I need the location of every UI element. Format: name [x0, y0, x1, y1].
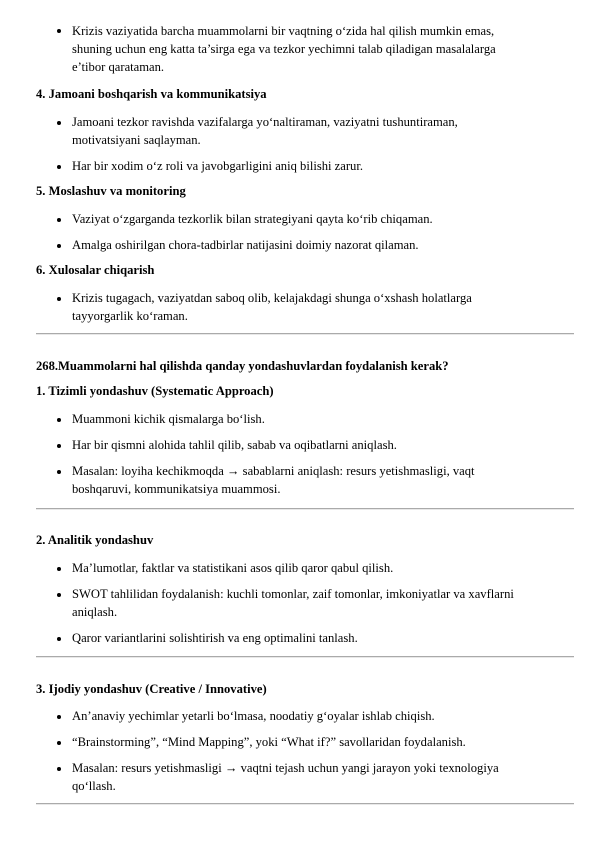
bullet-text: “Brainstorming”, “Mind Mapping”, yoki “What if?” savollaridan foydalanish. — [72, 735, 466, 749]
section-heading: 6. Xulosalar chiqarish — [36, 263, 155, 277]
bullet-icon — [57, 715, 61, 719]
section-heading: 2. Analitik yondashuv — [36, 533, 154, 547]
bullet-icon — [57, 244, 61, 248]
section-heading: 1. Tizimli yondashuv (Systematic Approach) — [36, 384, 274, 398]
bullet-icon — [57, 444, 61, 448]
bullet-text: shuning uchun eng katta ta’sirga ega va tezkor yechimni talab qiladigan masalalarga — [72, 42, 496, 56]
divider — [36, 656, 574, 658]
bullet-text: Har bir qismni alohida tahlil qilib, sabab va oqibatlarni aniqlash. — [72, 438, 397, 452]
bullet-text: Ma’lumotlar, faktlar va statistikani asos qilib qaror qabul qilish. — [72, 561, 394, 575]
divider — [36, 333, 574, 335]
divider — [36, 803, 574, 805]
bullet-icon — [57, 470, 61, 474]
bullet-text: Krizis vaziyatida barcha muammolarni bir vaqtning o‘zida hal qilish mumkin emas, — [72, 24, 495, 38]
bullet-text: Krizis tugagach, vaziyatdan saboq olib, kelajakdagi shunga o‘xshash holatlarga — [72, 291, 472, 305]
bullet-text: Masalan: loyiha kechikmoqda → sabablarni aniqlash: resurs yetishmasligi, vaqt — [72, 464, 475, 478]
bullet-text: Muammoni kichik qismalarga bo‘lish. — [72, 412, 265, 426]
bullet-icon — [57, 121, 61, 125]
bullet-text: aniqlash. — [72, 605, 118, 619]
bullet-icon — [57, 165, 61, 169]
bullet-icon — [57, 567, 61, 571]
bullet-icon — [57, 593, 61, 597]
section-heading: 4. Jamoani boshqarish va kommunikatsiya — [36, 87, 267, 101]
section-heading: 3. Ijodiy yondashuv (Creative / Innovative) — [36, 682, 267, 696]
bullet-icon — [57, 767, 61, 771]
bullet-text: e’tibor qarataman. — [72, 60, 165, 74]
bullet-text: tayyorgarlik ko‘raman. — [72, 309, 188, 323]
bullet-text: SWOT tahlilidan foydalanish: kuchli tomonlar, zaif tomonlar, imkoniyatlar va xavflarni — [72, 587, 514, 601]
bullet-text: boshqaruvi, kommunikatsiya muammosi. — [72, 482, 281, 496]
bullet-text: Vaziyat o‘zgarganda tezkorlik bilan strategiyani qayta ko‘rib chiqaman. — [72, 212, 433, 226]
bullet-icon — [57, 29, 61, 33]
question-heading: 268.Muammolarni hal qilishda qanday yondashuvlardan foydalanish kerak? — [36, 359, 449, 373]
bullet-icon — [57, 218, 61, 222]
bullet-text: qo‘llash. — [72, 779, 116, 793]
bullet-text: Amalga oshirilgan chora-tadbirlar natijasini doimiy nazorat qilaman. — [72, 238, 419, 252]
section-heading: 5. Moslashuv va monitoring — [36, 184, 186, 198]
divider — [36, 508, 574, 510]
bullet-text: Masalan: resurs yetishmasligi → vaqtni tejash uchun yangi jarayon yoki texnologiya — [72, 761, 499, 775]
bullet-icon — [57, 637, 61, 641]
bullet-icon — [57, 297, 61, 301]
bullet-text: motivatsiyani saqlayman. — [72, 133, 201, 147]
bullet-icon — [57, 741, 61, 745]
bullet-text: Jamoani tezkor ravishda vazifalarga yo‘naltiraman, vaziyatni tushuntiraman, — [72, 115, 458, 129]
bullet-text: Har bir xodim o‘z roli va javobgarligini aniq bilishi zarur. — [72, 159, 363, 173]
bullet-text: An’anaviy yechimlar yetarli bo‘lmasa, noodatiy g‘oyalar ishlab chiqish. — [72, 709, 435, 723]
bullet-icon — [57, 418, 61, 422]
bullet-text: Qaror variantlarini solishtirish va eng optimalini tanlash. — [72, 631, 358, 645]
